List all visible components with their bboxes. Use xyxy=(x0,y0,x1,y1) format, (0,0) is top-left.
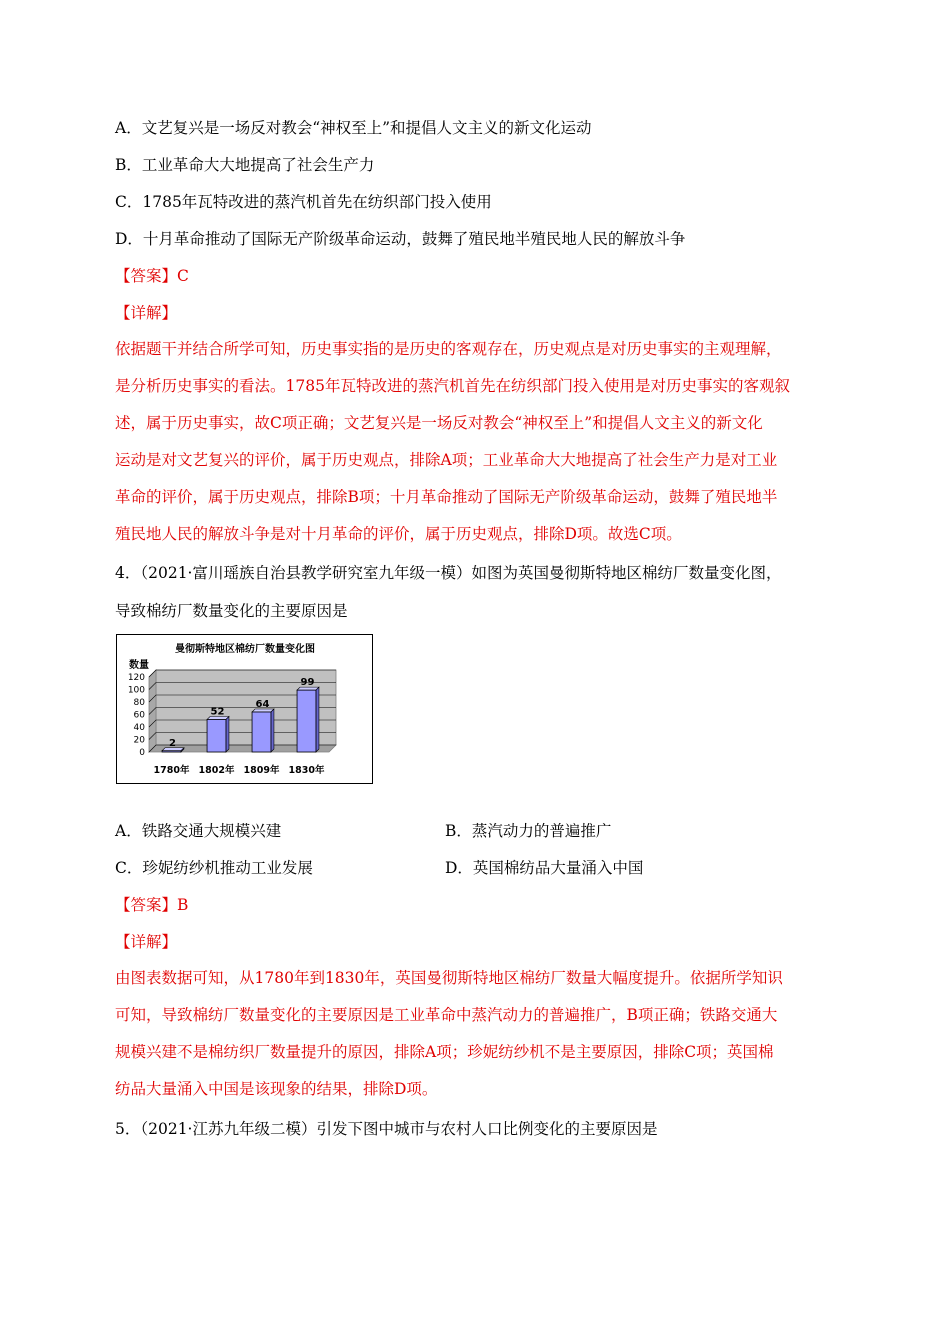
q4-stem-cont: 导致棉纺厂数量变化的主要原因是 xyxy=(115,602,348,620)
q3-option-d: D．十月革命推动了国际无产阶级革命运动，鼓舞了殖民地半殖民地人民的解放斗争 xyxy=(115,230,686,248)
q3-detail-label: 【详解】 xyxy=(115,304,178,322)
bar-chart-svg xyxy=(117,635,372,783)
y-tick-label: 80 xyxy=(133,698,145,708)
bar xyxy=(297,690,316,752)
q4-explanation-line: 由图表数据可知，从1780年到1830年，英国曼彻斯特地区棉纺厂数量大幅度提升。依据所学知识 xyxy=(115,969,783,987)
q3-option-a: A．文艺复兴是一场反对教会“神权至上”和提倡人文主义的新文化运动 xyxy=(115,119,592,137)
x-tick-label: 1780年 xyxy=(153,765,190,776)
y-tick-label: 40 xyxy=(133,723,145,733)
y-tick-label: 100 xyxy=(127,685,145,696)
q4-explanation-line: 可知，导致棉纺厂数量变化的主要原因是工业革命中蒸汽动力的普遍推广，B项正确；铁路交通大 xyxy=(115,1006,778,1024)
q3-explanation-line: 依据题干并结合所学可知，历史事实指的是历史的客观存在，历史观点是对历史事实的主观理解， xyxy=(115,340,782,358)
q4-explanation-line: 规模兴建不是棉纺织厂数量提升的原因，排除A项；珍妮纺纱机不是主要原因，排除C项；英国棉 xyxy=(115,1043,774,1061)
bar-chart xyxy=(116,634,373,784)
q4-option-d: D．英国棉纺品大量涌入中国 xyxy=(445,859,644,877)
y-tick-label: 20 xyxy=(133,735,145,746)
y-axis-label: 数量 xyxy=(129,660,149,671)
q5-stem: 5．（2021·江苏九年级二模）引发下图中城市与农村人口比例变化的主要原因是 xyxy=(115,1120,658,1138)
q4-detail-label: 【详解】 xyxy=(115,933,178,951)
data-label: 2 xyxy=(169,737,176,749)
y-tick-label: 60 xyxy=(133,710,145,721)
q4-option-c: C．珍妮纺纱机推动工业发展 xyxy=(115,859,313,877)
chart-title: 曼彻斯特地区棉纺厂数量变化图 xyxy=(175,644,315,655)
q3-explanation xyxy=(115,331,840,553)
q4-stem: 4．（2021·富川瑶族自治县教学研究室九年级一模）如图为英国曼彻斯特地区棉纺厂数量变化图， xyxy=(115,564,782,582)
bar-side xyxy=(271,709,274,752)
q3-option-c: C．1785年瓦特改进的蒸汽机首先在纺织部门投入使用 xyxy=(115,193,492,211)
bar xyxy=(252,712,271,752)
data-label: 99 xyxy=(300,677,315,689)
x-tick-label: 1830年 xyxy=(288,765,325,776)
y-tick-label: 0 xyxy=(139,748,145,758)
bar-side xyxy=(316,687,319,752)
q3-explanation-line: 殖民地人民的解放斗争是对十月革命的评价，属于历史观点，排除D项。故选C项。 xyxy=(115,525,682,543)
q4-answer: 【答案】B xyxy=(115,896,189,914)
q3-explanation-line: 运动是对文艺复兴的评价，属于历史观点，排除A项；工业革命大大地提高了社会生产力是对工业 xyxy=(115,451,778,469)
q4-option-a: A．铁路交通大规模兴建 xyxy=(115,822,282,840)
data-label: 52 xyxy=(210,706,225,718)
x-tick-label: 1802年 xyxy=(198,765,235,776)
data-label: 64 xyxy=(255,699,270,710)
q3-explanation-line: 是分析历史事实的看法。1785年瓦特改进的蒸汽机首先在纺织部门投入使用是对历史事实的客观叙 xyxy=(115,377,790,395)
q4-explanation xyxy=(115,960,840,1108)
y-tick-label: 120 xyxy=(127,673,145,683)
bar xyxy=(207,720,226,753)
q4-option-b: B．蒸汽动力的普遍推广 xyxy=(445,822,612,840)
bar xyxy=(162,751,181,752)
q3-explanation-line: 述，属于历史事实，故C项正确；文艺复兴是一场反对教会“神权至上”和提倡人文主义的新文化 xyxy=(115,414,763,432)
q3-explanation-line: 革命的评价，属于历史观点，排除B项；十月革命推动了国际无产阶级革命运动，鼓舞了殖民地半 xyxy=(115,488,778,506)
q3-option-b: B．工业革命大大地提高了社会生产力 xyxy=(115,156,375,174)
x-tick-label: 1809年 xyxy=(243,765,280,776)
q3-answer: 【答案】C xyxy=(115,267,189,285)
q4-explanation-line: 纺品大量涌入中国是该现象的结果，排除D项。 xyxy=(115,1080,438,1098)
bar-side xyxy=(226,717,229,753)
